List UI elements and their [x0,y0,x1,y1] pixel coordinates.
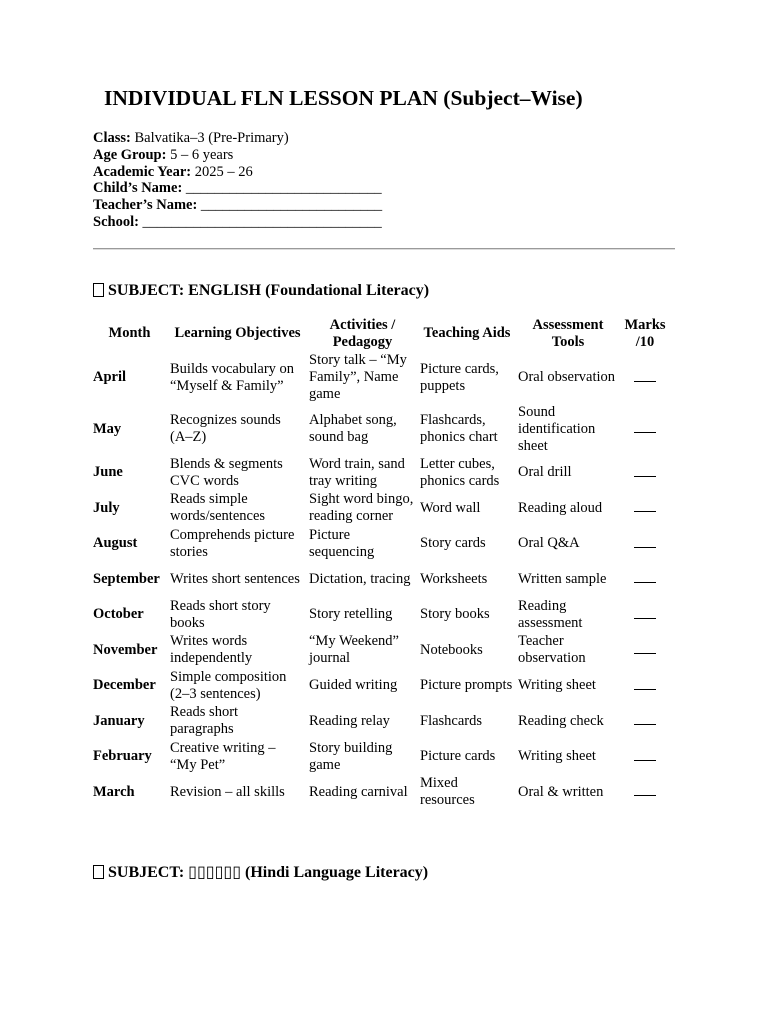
assessment-cell: Writing sheet [518,748,596,765]
marks-cell[interactable] [620,491,670,527]
month-cell: September [93,570,160,587]
page-title: INDIVIDUAL FLN LESSON PLAN (Subject–Wise) [104,86,583,110]
objective-cell: Reads simple words/sentences [170,491,266,525]
marks-blank[interactable] [634,464,656,477]
objective-cell: Comprehends picture stories [170,526,295,560]
objective-cell: Reads short story books [170,597,271,631]
column-header: Month [108,325,151,342]
assessment-cell: Writing sheet [518,677,596,694]
month-cell: May [93,420,122,437]
marks-cell[interactable] [620,352,670,404]
activity-cell: Story building game [309,739,393,773]
horizontal-divider [93,248,675,250]
aids-cell: Picture cards, puppets [420,360,499,394]
activity-cell: Alphabet song, sound bag [309,412,397,446]
aids-cell: Letter cubes, phonics cards [420,455,500,489]
table-row [91,352,670,404]
info-class [93,130,382,147]
info-school [93,214,382,231]
activity-cell: Picture sequencing [309,526,375,560]
marks-blank[interactable] [634,420,656,433]
table-row [91,739,670,775]
marks-cell[interactable] [620,455,670,491]
month-cell: August [93,535,138,552]
month-cell: June [93,464,123,481]
marks-blank[interactable] [634,499,656,512]
student-info-block [93,130,382,231]
marks-cell[interactable] [620,404,670,456]
aids-cell: Picture cards [420,748,496,765]
column-header: Learning Objectives [174,325,301,342]
marks-cell[interactable] [620,775,670,811]
assessment-cell: Oral & written [518,783,604,800]
table-row [91,668,670,704]
marks-cell[interactable] [620,562,670,598]
objective-cell: Writes short sentences [170,570,300,587]
objective-cell: Writes words independently [170,633,253,667]
marks-blank[interactable] [634,783,656,796]
info-value: _________________________________ [142,213,382,230]
marks-blank[interactable] [634,712,656,725]
info-label: Teacher’s Name: [93,197,198,214]
objective-cell: Blends & segments CVC words [170,455,283,489]
aids-cell: Notebooks [420,641,483,658]
info-teacher-name [93,197,382,214]
info-age-group [93,147,382,164]
activity-cell: Story retelling [309,606,393,623]
column-header: Marks /10 [624,316,666,350]
month-cell: March [93,783,135,800]
month-cell: November [93,641,158,658]
marks-cell[interactable] [620,597,670,633]
activity-cell: Dictation, tracing [309,570,411,587]
section-heading-text: SUBJECT: ENGLISH (Foundational Literacy) [108,282,430,299]
info-label: Academic Year: [93,163,192,180]
section-heading-text: SUBJECT: ▯▯▯▯▯▯ (Hindi Language Literacy) [108,864,429,881]
info-label: School: [93,213,139,230]
objective-cell: Reads short paragraphs [170,704,239,738]
activity-cell: Story talk – “My Family”, Name game [309,352,407,403]
info-label: Age Group: [93,146,167,163]
aids-cell: Flashcards, phonics chart [420,412,498,446]
info-value: Balvatika–3 (Pre-Primary) [134,130,289,146]
table-row [91,633,670,669]
assessment-cell: Oral Q&A [518,535,580,552]
assessment-cell: Oral observation [518,369,616,386]
info-value: ___________________________ [185,180,382,197]
month-cell: July [93,499,120,516]
marks-blank[interactable] [634,535,656,548]
month-cell: December [93,677,156,694]
assessment-cell: Oral drill [518,464,572,481]
box-glyph-icon [93,865,104,879]
assessment-cell: Reading aloud [518,499,603,516]
activity-cell: Reading carnival [309,783,408,800]
activity-cell: Sight word bingo, reading corner [309,491,414,525]
marks-blank[interactable] [634,570,656,583]
aids-cell: Worksheets [420,570,488,587]
month-cell: January [93,712,145,729]
activity-cell: Guided writing [309,677,398,694]
assessment-cell: Reading assessment [518,597,583,631]
table-row [91,491,670,527]
column-header: Assessment Tools [532,316,604,350]
marks-blank[interactable] [634,369,656,382]
info-child-name [93,180,382,197]
marks-cell[interactable] [620,633,670,669]
table-row [91,404,670,456]
activity-cell: Word train, sand tray writing [309,455,405,489]
table-header-row [91,316,670,352]
info-label: Child’s Name: [93,180,183,197]
marks-blank[interactable] [634,606,656,619]
table-row [91,455,670,491]
table-row [91,775,670,811]
objective-cell: Simple composition (2–3 sentences) [170,668,287,702]
aids-cell: Mixed resources [420,775,475,809]
activity-cell: Reading relay [309,712,390,729]
aids-cell: Story cards [420,535,486,552]
info-academic-year [93,164,382,181]
table-row [91,704,670,740]
info-label: Class: [93,130,131,146]
assessment-cell: Teacher observation [518,633,586,667]
aids-cell: Story books [420,606,490,623]
marks-blank[interactable] [634,641,656,654]
marks-cell[interactable] [620,526,670,562]
box-glyph-icon [93,283,104,297]
assessment-cell: Sound identification sheet [518,403,596,455]
marks-cell[interactable] [620,668,670,704]
lesson-plan-table [91,316,670,810]
table-row [91,562,670,598]
marks-blank[interactable] [634,677,656,690]
marks-blank[interactable] [634,748,656,761]
activity-cell: “My Weekend” journal [309,633,399,667]
column-header: Teaching Aids [423,325,511,342]
info-value: 2025 – 26 [194,163,253,180]
aids-cell: Picture prompts [420,677,513,694]
info-value: 5 – 6 years [170,146,234,163]
section-heading-english [93,282,429,300]
assessment-cell: Reading check [518,712,604,729]
objective-cell: Revision – all skills [170,783,285,800]
objective-cell: Builds vocabulary on “Myself & Family” [170,360,295,394]
marks-cell[interactable] [620,739,670,775]
assessment-cell: Written sample [518,570,607,587]
month-cell: April [93,369,127,386]
aids-cell: Word wall [420,499,481,516]
objective-cell: Recognizes sounds (A–Z) [170,412,281,446]
month-cell: October [93,606,144,623]
info-value: _________________________ [200,197,383,214]
table-row [91,597,670,633]
aids-cell: Flashcards [420,712,483,729]
column-header: Activities / Pedagogy [329,316,396,350]
marks-cell[interactable] [620,704,670,740]
objective-cell: Creative writing – “My Pet” [170,739,276,773]
month-cell: February [93,748,152,765]
section-heading-hindi [93,862,428,882]
table-row [91,526,670,562]
